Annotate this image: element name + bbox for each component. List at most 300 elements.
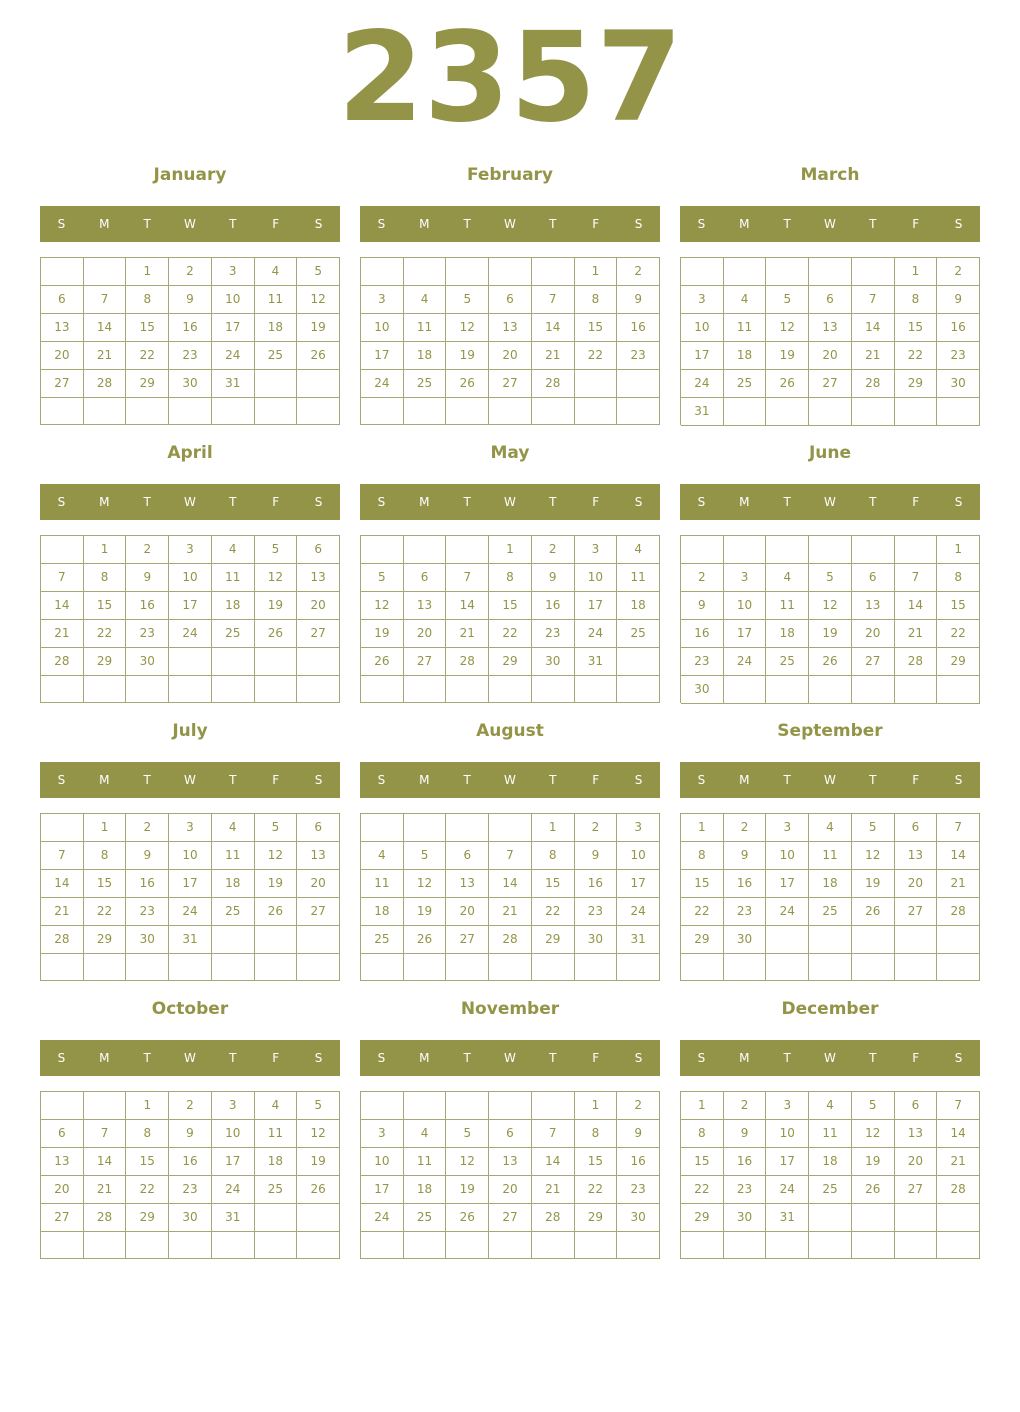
weekday-label: W bbox=[824, 773, 836, 787]
day-cell: 22 bbox=[84, 898, 127, 926]
day-cell: 22 bbox=[681, 898, 724, 926]
day-cell bbox=[212, 926, 255, 954]
day-cell: 3 bbox=[361, 286, 404, 314]
day-cell bbox=[255, 370, 298, 398]
day-cell: 6 bbox=[41, 1120, 84, 1148]
day-cell bbox=[446, 536, 489, 564]
day-grid bbox=[40, 813, 340, 981]
day-cell: 26 bbox=[809, 648, 852, 676]
day-cell: 26 bbox=[297, 342, 340, 370]
day-cell: 9 bbox=[575, 842, 618, 870]
day-cell: 14 bbox=[489, 870, 532, 898]
day-cell bbox=[617, 398, 660, 425]
day-cell: 24 bbox=[361, 1204, 404, 1232]
day-cell: 4 bbox=[255, 258, 298, 286]
day-cell: 27 bbox=[809, 370, 852, 398]
day-cell: 22 bbox=[489, 620, 532, 648]
day-cell: 13 bbox=[489, 1148, 532, 1176]
day-cell: 3 bbox=[724, 564, 767, 592]
day-cell: 27 bbox=[489, 1204, 532, 1232]
weekday-header bbox=[360, 762, 660, 798]
day-cell: 3 bbox=[766, 1092, 809, 1120]
day-cell bbox=[895, 536, 938, 564]
day-cell: 4 bbox=[404, 286, 447, 314]
day-cell bbox=[446, 676, 489, 703]
day-cell bbox=[361, 398, 404, 425]
day-cell bbox=[809, 1204, 852, 1232]
day-cell: 15 bbox=[937, 592, 980, 620]
day-cell: 25 bbox=[255, 342, 298, 370]
day-cell: 22 bbox=[681, 1176, 724, 1204]
day-grid bbox=[40, 257, 340, 425]
day-cell: 15 bbox=[84, 870, 127, 898]
day-cell: 2 bbox=[169, 258, 212, 286]
day-cell: 21 bbox=[84, 1176, 127, 1204]
day-cell: 31 bbox=[766, 1204, 809, 1232]
day-cell: 4 bbox=[361, 842, 404, 870]
day-cell: 17 bbox=[766, 1148, 809, 1176]
day-cell: 1 bbox=[681, 814, 724, 842]
day-cell: 18 bbox=[404, 342, 447, 370]
weekday-label: S bbox=[314, 217, 323, 231]
day-cell: 26 bbox=[297, 1176, 340, 1204]
day-cell bbox=[41, 676, 84, 703]
day-cell bbox=[809, 536, 852, 564]
day-cell bbox=[404, 1232, 447, 1259]
day-cell: 21 bbox=[41, 620, 84, 648]
day-cell: 28 bbox=[446, 648, 489, 676]
weekday-label: M bbox=[419, 773, 430, 787]
day-cell: 15 bbox=[532, 870, 575, 898]
day-cell: 4 bbox=[766, 564, 809, 592]
weekday-label: T bbox=[869, 1051, 877, 1065]
day-cell: 13 bbox=[895, 1120, 938, 1148]
day-cell: 28 bbox=[852, 370, 895, 398]
day-cell: 3 bbox=[212, 258, 255, 286]
day-cell: 19 bbox=[255, 870, 298, 898]
day-cell: 8 bbox=[126, 1120, 169, 1148]
weekday-label: S bbox=[57, 773, 66, 787]
weekday-label: M bbox=[99, 773, 110, 787]
day-cell: 8 bbox=[575, 286, 618, 314]
day-cell bbox=[766, 954, 809, 981]
day-cell: 14 bbox=[41, 870, 84, 898]
day-cell: 20 bbox=[297, 592, 340, 620]
weekday-label: S bbox=[377, 1051, 386, 1065]
day-cell: 27 bbox=[446, 926, 489, 954]
day-cell: 6 bbox=[852, 564, 895, 592]
day-cell: 29 bbox=[532, 926, 575, 954]
month-name: September bbox=[777, 721, 883, 741]
day-cell: 19 bbox=[446, 1176, 489, 1204]
day-cell bbox=[126, 954, 169, 981]
day-cell: 12 bbox=[809, 592, 852, 620]
day-cell: 7 bbox=[84, 1120, 127, 1148]
day-cell: 1 bbox=[126, 258, 169, 286]
day-cell: 7 bbox=[895, 564, 938, 592]
day-cell: 16 bbox=[169, 1148, 212, 1176]
day-cell: 30 bbox=[681, 676, 724, 704]
day-cell: 20 bbox=[446, 898, 489, 926]
day-grid bbox=[680, 535, 980, 703]
day-cell bbox=[489, 1232, 532, 1259]
day-cell: 6 bbox=[41, 286, 84, 314]
day-cell: 26 bbox=[766, 370, 809, 398]
day-cell bbox=[532, 398, 575, 425]
day-cell: 18 bbox=[212, 592, 255, 620]
weekday-label: W bbox=[184, 773, 196, 787]
day-cell bbox=[404, 1092, 447, 1120]
day-cell: 28 bbox=[532, 1204, 575, 1232]
day-cell bbox=[937, 954, 980, 981]
day-cell bbox=[937, 926, 980, 954]
day-cell: 14 bbox=[937, 842, 980, 870]
day-cell: 21 bbox=[84, 342, 127, 370]
day-cell: 21 bbox=[532, 1176, 575, 1204]
day-cell: 26 bbox=[404, 926, 447, 954]
day-cell: 28 bbox=[532, 370, 575, 398]
day-cell: 5 bbox=[297, 258, 340, 286]
day-grid bbox=[360, 257, 660, 425]
day-cell: 13 bbox=[41, 314, 84, 342]
day-cell: 1 bbox=[489, 536, 532, 564]
day-cell: 16 bbox=[617, 314, 660, 342]
day-cell bbox=[297, 676, 340, 703]
day-cell bbox=[617, 676, 660, 703]
day-cell: 19 bbox=[297, 314, 340, 342]
day-cell: 12 bbox=[446, 314, 489, 342]
day-cell: 6 bbox=[297, 814, 340, 842]
day-cell bbox=[724, 258, 767, 286]
day-cell bbox=[169, 398, 212, 425]
day-cell bbox=[724, 398, 767, 426]
day-cell: 13 bbox=[446, 870, 489, 898]
day-cell: 14 bbox=[84, 1148, 127, 1176]
day-cell: 24 bbox=[212, 1176, 255, 1204]
day-cell: 26 bbox=[446, 1204, 489, 1232]
day-cell bbox=[255, 926, 298, 954]
day-cell: 24 bbox=[361, 370, 404, 398]
day-cell: 16 bbox=[681, 620, 724, 648]
day-cell: 12 bbox=[297, 286, 340, 314]
day-cell: 3 bbox=[169, 814, 212, 842]
day-cell: 12 bbox=[446, 1148, 489, 1176]
weekday-label: S bbox=[314, 1051, 323, 1065]
day-cell bbox=[724, 536, 767, 564]
day-cell bbox=[532, 676, 575, 703]
day-cell: 31 bbox=[575, 648, 618, 676]
weekday-label: T bbox=[229, 1051, 237, 1065]
day-cell: 13 bbox=[809, 314, 852, 342]
day-cell: 10 bbox=[361, 314, 404, 342]
weekday-label: T bbox=[869, 773, 877, 787]
day-cell bbox=[297, 1204, 340, 1232]
day-cell: 7 bbox=[937, 814, 980, 842]
day-cell bbox=[852, 954, 895, 981]
day-cell: 2 bbox=[937, 258, 980, 286]
day-cell bbox=[41, 1232, 84, 1259]
day-cell: 9 bbox=[681, 592, 724, 620]
weekday-label: T bbox=[229, 773, 237, 787]
day-cell bbox=[361, 1232, 404, 1259]
day-cell: 7 bbox=[84, 286, 127, 314]
day-cell: 30 bbox=[169, 370, 212, 398]
day-cell: 2 bbox=[532, 536, 575, 564]
day-grid bbox=[360, 535, 660, 703]
day-cell: 17 bbox=[212, 314, 255, 342]
day-cell: 2 bbox=[126, 814, 169, 842]
day-cell: 16 bbox=[724, 1148, 767, 1176]
day-cell: 18 bbox=[255, 314, 298, 342]
day-cell: 11 bbox=[809, 842, 852, 870]
day-cell: 5 bbox=[255, 536, 298, 564]
month-name: November bbox=[460, 999, 560, 1019]
day-cell: 7 bbox=[852, 286, 895, 314]
weekday-label: S bbox=[954, 495, 963, 509]
day-cell bbox=[724, 1232, 767, 1259]
weekday-label: M bbox=[419, 495, 430, 509]
day-cell: 28 bbox=[489, 926, 532, 954]
day-cell: 14 bbox=[446, 592, 489, 620]
day-cell: 27 bbox=[489, 370, 532, 398]
month-name: June bbox=[808, 443, 852, 463]
day-cell: 22 bbox=[126, 342, 169, 370]
day-cell: 28 bbox=[84, 370, 127, 398]
day-cell: 14 bbox=[41, 592, 84, 620]
weekday-label: W bbox=[824, 1051, 836, 1065]
weekday-header bbox=[40, 484, 340, 520]
day-cell bbox=[617, 648, 660, 676]
day-cell bbox=[297, 1232, 340, 1259]
day-cell: 11 bbox=[404, 1148, 447, 1176]
day-cell: 23 bbox=[724, 1176, 767, 1204]
day-cell: 10 bbox=[681, 314, 724, 342]
day-cell bbox=[169, 954, 212, 981]
weekday-label: W bbox=[504, 773, 516, 787]
day-cell: 29 bbox=[575, 1204, 618, 1232]
weekday-label: M bbox=[99, 495, 110, 509]
day-cell: 3 bbox=[361, 1120, 404, 1148]
day-cell: 13 bbox=[404, 592, 447, 620]
day-cell: 17 bbox=[617, 870, 660, 898]
weekday-label: T bbox=[463, 1051, 471, 1065]
day-cell bbox=[724, 954, 767, 981]
day-cell: 2 bbox=[169, 1092, 212, 1120]
day-cell: 12 bbox=[852, 1120, 895, 1148]
day-cell bbox=[724, 676, 767, 704]
day-cell: 11 bbox=[766, 592, 809, 620]
day-cell: 14 bbox=[895, 592, 938, 620]
day-cell bbox=[809, 258, 852, 286]
day-cell: 31 bbox=[212, 370, 255, 398]
day-cell: 4 bbox=[255, 1092, 298, 1120]
day-cell bbox=[446, 954, 489, 981]
day-cell: 5 bbox=[361, 564, 404, 592]
day-cell: 3 bbox=[575, 536, 618, 564]
day-cell: 8 bbox=[895, 286, 938, 314]
day-cell bbox=[404, 676, 447, 703]
day-cell: 29 bbox=[126, 1204, 169, 1232]
day-cell: 1 bbox=[681, 1092, 724, 1120]
day-cell: 24 bbox=[681, 370, 724, 398]
day-cell: 23 bbox=[617, 1176, 660, 1204]
day-cell: 15 bbox=[575, 314, 618, 342]
day-cell bbox=[937, 1232, 980, 1259]
day-cell: 11 bbox=[809, 1120, 852, 1148]
day-cell: 21 bbox=[937, 870, 980, 898]
day-cell bbox=[446, 258, 489, 286]
day-cell bbox=[766, 1232, 809, 1259]
day-grid bbox=[40, 1091, 340, 1259]
day-cell: 10 bbox=[212, 1120, 255, 1148]
day-cell: 4 bbox=[724, 286, 767, 314]
day-cell bbox=[404, 536, 447, 564]
day-cell: 26 bbox=[361, 648, 404, 676]
day-cell bbox=[84, 676, 127, 703]
day-cell bbox=[895, 676, 938, 704]
weekday-label: T bbox=[143, 773, 151, 787]
weekday-label: M bbox=[99, 1051, 110, 1065]
day-cell: 19 bbox=[766, 342, 809, 370]
day-cell: 3 bbox=[617, 814, 660, 842]
weekday-label: F bbox=[272, 217, 280, 231]
day-cell bbox=[255, 1204, 298, 1232]
day-cell: 11 bbox=[212, 564, 255, 592]
day-cell: 10 bbox=[212, 286, 255, 314]
weekday-label: S bbox=[634, 495, 643, 509]
day-cell: 5 bbox=[852, 814, 895, 842]
day-cell: 10 bbox=[169, 842, 212, 870]
day-cell: 23 bbox=[937, 342, 980, 370]
day-cell: 16 bbox=[575, 870, 618, 898]
day-cell bbox=[255, 648, 298, 676]
day-cell bbox=[126, 1232, 169, 1259]
weekday-label: M bbox=[99, 217, 110, 231]
day-cell: 16 bbox=[532, 592, 575, 620]
day-cell: 18 bbox=[361, 898, 404, 926]
day-grid bbox=[680, 1091, 980, 1259]
day-cell bbox=[852, 1232, 895, 1259]
day-cell: 19 bbox=[852, 870, 895, 898]
day-cell: 25 bbox=[404, 370, 447, 398]
day-cell bbox=[852, 676, 895, 704]
day-cell: 12 bbox=[255, 842, 298, 870]
day-cell bbox=[489, 954, 532, 981]
day-cell bbox=[361, 954, 404, 981]
day-cell: 11 bbox=[361, 870, 404, 898]
day-cell: 25 bbox=[766, 648, 809, 676]
day-cell bbox=[126, 398, 169, 425]
day-cell: 29 bbox=[681, 926, 724, 954]
day-cell: 16 bbox=[126, 592, 169, 620]
weekday-label: F bbox=[912, 495, 920, 509]
day-cell bbox=[169, 648, 212, 676]
day-cell bbox=[361, 258, 404, 286]
weekday-label: S bbox=[57, 1051, 66, 1065]
day-cell: 24 bbox=[169, 620, 212, 648]
day-cell: 4 bbox=[212, 814, 255, 842]
day-cell: 20 bbox=[852, 620, 895, 648]
weekday-label: W bbox=[824, 495, 836, 509]
day-cell: 8 bbox=[937, 564, 980, 592]
day-cell: 27 bbox=[404, 648, 447, 676]
day-cell: 14 bbox=[532, 1148, 575, 1176]
day-cell: 4 bbox=[809, 814, 852, 842]
day-cell: 9 bbox=[532, 564, 575, 592]
day-cell: 5 bbox=[809, 564, 852, 592]
weekday-label: T bbox=[143, 495, 151, 509]
day-cell: 2 bbox=[681, 564, 724, 592]
weekday-header bbox=[40, 762, 340, 798]
day-cell: 1 bbox=[126, 1092, 169, 1120]
weekday-label: W bbox=[504, 1051, 516, 1065]
day-cell: 6 bbox=[404, 564, 447, 592]
day-cell: 20 bbox=[41, 342, 84, 370]
day-cell: 31 bbox=[617, 926, 660, 954]
day-cell: 12 bbox=[297, 1120, 340, 1148]
day-cell: 29 bbox=[489, 648, 532, 676]
day-cell: 9 bbox=[126, 564, 169, 592]
day-cell bbox=[895, 1204, 938, 1232]
day-cell bbox=[681, 536, 724, 564]
day-cell: 17 bbox=[724, 620, 767, 648]
day-cell bbox=[297, 648, 340, 676]
day-cell: 19 bbox=[809, 620, 852, 648]
weekday-label: W bbox=[184, 217, 196, 231]
day-cell: 17 bbox=[361, 342, 404, 370]
weekday-label: S bbox=[697, 773, 706, 787]
day-cell: 26 bbox=[255, 898, 298, 926]
weekday-header bbox=[680, 762, 980, 798]
day-grid bbox=[360, 1091, 660, 1259]
day-cell: 21 bbox=[532, 342, 575, 370]
day-cell: 5 bbox=[404, 842, 447, 870]
day-cell bbox=[361, 1092, 404, 1120]
day-cell bbox=[681, 1232, 724, 1259]
day-cell: 19 bbox=[404, 898, 447, 926]
weekday-label: S bbox=[697, 217, 706, 231]
day-cell: 22 bbox=[895, 342, 938, 370]
day-cell bbox=[895, 926, 938, 954]
weekday-label: W bbox=[184, 495, 196, 509]
day-cell: 31 bbox=[212, 1204, 255, 1232]
day-cell: 8 bbox=[575, 1120, 618, 1148]
weekday-label: S bbox=[634, 217, 643, 231]
day-cell bbox=[852, 536, 895, 564]
day-cell: 2 bbox=[126, 536, 169, 564]
day-cell: 22 bbox=[575, 342, 618, 370]
day-cell: 3 bbox=[169, 536, 212, 564]
day-cell bbox=[84, 954, 127, 981]
day-cell: 6 bbox=[489, 286, 532, 314]
day-cell: 15 bbox=[575, 1148, 618, 1176]
day-cell: 9 bbox=[937, 286, 980, 314]
day-cell bbox=[297, 398, 340, 425]
day-cell bbox=[41, 536, 84, 564]
month-name: January bbox=[153, 165, 227, 185]
day-cell: 21 bbox=[446, 620, 489, 648]
weekday-label: T bbox=[549, 773, 557, 787]
day-cell: 25 bbox=[724, 370, 767, 398]
weekday-label: T bbox=[143, 1051, 151, 1065]
day-cell bbox=[84, 258, 127, 286]
day-cell: 25 bbox=[809, 1176, 852, 1204]
weekday-label: W bbox=[184, 1051, 196, 1065]
weekday-label: F bbox=[272, 1051, 280, 1065]
weekday-label: F bbox=[272, 773, 280, 787]
day-cell bbox=[895, 954, 938, 981]
day-cell bbox=[766, 258, 809, 286]
